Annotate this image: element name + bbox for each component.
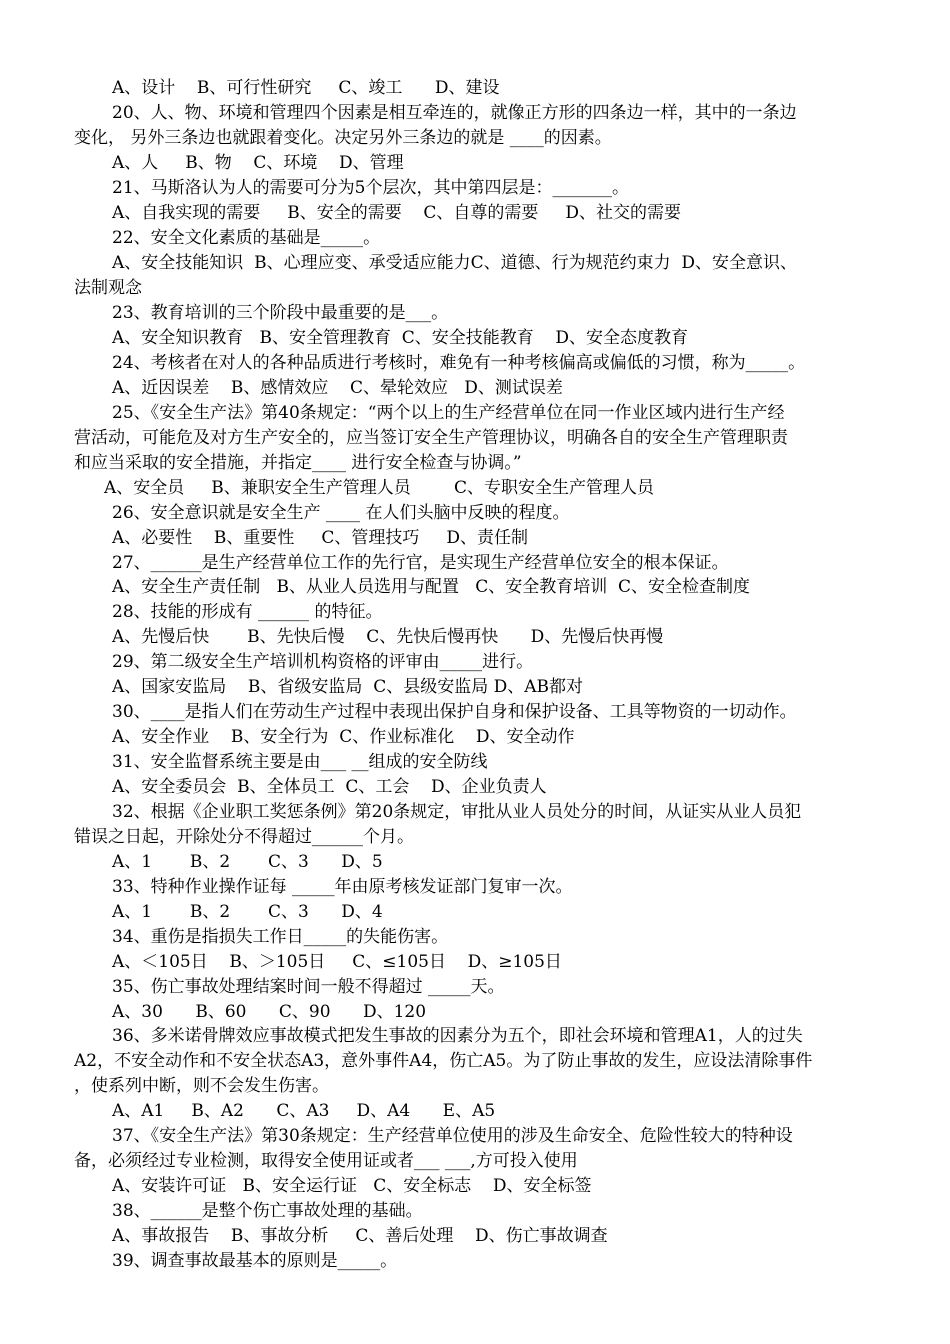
question-29: 29、第二级安全生产培训机构资格的评审由_____进行。 [112,652,534,672]
options-29: A、国家安监局 B、省级安监局 C、县级安监局 D、AB都对 [112,677,584,697]
question-30: 30、____是指人们在劳动生产过程中表现出保护自身和保护设备、工具等物资的一切动作。 [112,702,797,722]
question-37: 37、《安全生产法》第30条规定：生产经营单位使用的涉及生命安全、危险性较大的特种设 [112,1126,793,1146]
question-31: 31、安全监督系统主要是由___ __组成的安全防线 [112,752,488,772]
question-39: 39、调查事故最基本的原则是_____。 [112,1251,398,1271]
options-22-cont: 法制观念 [74,278,142,298]
options-22: A、安全技能知识 B、心理应变、承受适应能力C、道德、行为规范约束力 D、安全意识、 [112,253,798,273]
options-32: A、1 B、2 C、3 D、5 [112,852,383,872]
options-26: A、必要性 B、重要性 C、管理技巧 D、责任制 [112,528,529,548]
options-34: A、＜105日 B、＞105日 C、≤105日 D、≥105日 [112,952,562,972]
question-25: 25、《安全生产法》第40条规定：“两个以上的生产经营单位在同一作业区域内进行生产经 [112,403,785,423]
options-21: A、自我实现的需要 B、安全的需要 C、自尊的需要 D、社交的需要 [112,203,682,223]
question-36: 36、多米诺骨牌效应事故模式把发生事故的因素分为五个，即社会环境和管理A1，人的过失 [112,1026,803,1046]
question-38: 38、______是整个伤亡事故处理的基础。 [112,1201,423,1221]
question-20-cont: 变化， 另外三条边也就跟着变化。决定另外三条边的就是 ____的因素。 [74,128,612,148]
question-36-cont2: ，使系列中断，则不会发生伤害。 [74,1076,329,1096]
options-31: A、安全委员会 B、全体员工 C、工会 D、企业负责人 [112,777,547,797]
options-37: A、安装许可证 B、安全运行证 C、安全标志 D、安全标签 [112,1176,592,1196]
question-25-cont2: 和应当采取的安全措施，并指定____ 进行安全检查与协调。” [74,453,522,473]
question-35: 35、伤亡事故处理结案时间一般不得超过 _____天。 [112,977,505,997]
options-28: A、先慢后快 B、先快后慢 C、先快后慢再快 D、先慢后快再慢 [112,627,664,647]
question-36-cont1: A2，不安全动作和不安全状态A3，意外事件A4，伤亡A5。为了防止事故的发生，应设法清除事件 [74,1051,813,1071]
question-24: 24、考核者在对人的各种品质进行考核时，难免有一种考核偏高或偏低的习惯，称为_____。 [112,353,806,373]
question-23: 23、教育培训的三个阶段中最重要的是___。 [112,303,449,323]
question-21: 21、马斯洛认为人的需要可分为5个层次，其中第四层是：_______。 [112,178,629,198]
options-27: A、安全生产责任制 B、从业人员选用与配置 C、安全教育培训 C、安全检查制度 [112,577,751,597]
question-32: 32、根据《企业职工奖惩条例》第20条规定，审批从业人员处分的时间，从证实从业人员犯 [112,802,802,822]
options-36: A、A1 B、A2 C、A3 D、A4 E、A5 [112,1101,496,1121]
options-30: A、安全作业 B、安全行为 C、作业标准化 D、安全动作 [112,727,575,747]
question-20: 20、人、物、环境和管理四个因素是相互牵连的，就像正方形的四条边一样，其中的一条边 [112,103,797,123]
options-19: A、设计 B、可行性研究 C、竣工 D、建设 [112,78,500,98]
options-35: A、30 B、60 C、90 D、120 [112,1002,427,1022]
question-32-cont: 错误之日起，开除处分不得超过______个月。 [74,827,414,847]
options-24: A、近因误差 B、感情效应 C、晕轮效应 D、测试误差 [112,378,563,398]
options-23: A、安全知识教育 B、安全管理教育 C、安全技能教育 D、安全态度教育 [112,328,689,348]
question-27: 27、______是生产经营单位工作的先行官，是实现生产经营单位安全的根本保证。 [112,553,729,573]
question-22: 22、安全文化素质的基础是_____。 [112,228,381,248]
options-25: A、安全员 B、兼职安全生产管理人员 C、专职安全生产管理人员 [104,478,655,498]
options-38: A、事故报告 B、事故分析 C、善后处理 D、伤亡事故调查 [112,1226,608,1246]
options-33: A、1 B、2 C、3 D、4 [112,902,383,922]
question-37-cont: 备，必须经过专业检测，取得安全使用证或者___ ___,方可投入使用 [74,1151,578,1171]
question-33: 33、特种作业操作证每 _____年由原考核发证部门复审一次。 [112,877,573,897]
question-34: 34、重伤是指损失工作日_____的失能伤害。 [112,927,449,947]
question-26: 26、安全意识就是安全生产 ____ 在人们头脑中反映的程度。 [112,503,570,523]
question-25-cont1: 营活动，可能危及对方生产安全的，应当签订安全生产管理协议，明确各自的安全生产管理职责 [74,428,788,448]
question-28: 28、技能的形成有 ______ 的特征。 [112,602,383,622]
options-20: A、人 B、物 C、环境 D、管理 [112,153,404,173]
